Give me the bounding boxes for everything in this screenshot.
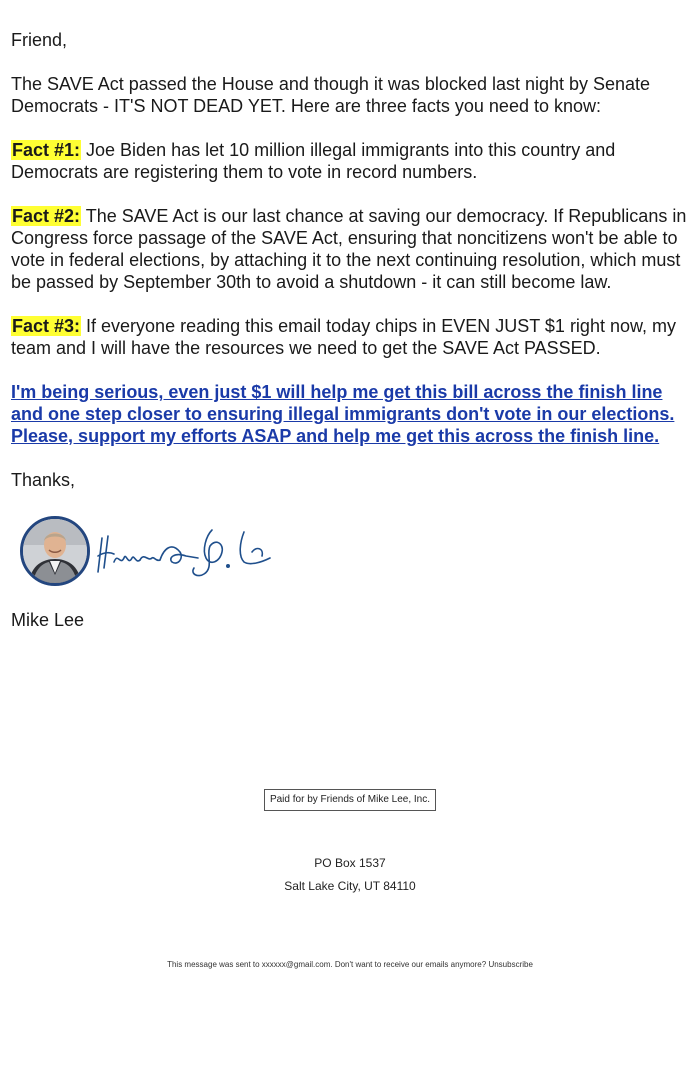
paid-for-disclaimer: Paid for by Friends of Mike Lee, Inc. xyxy=(264,789,436,811)
intro-paragraph: The SAVE Act passed the House and though it was blocked last night by Senate Democrats - IT'S NOT DEAD YET. Here are three facts you need to know: xyxy=(11,74,651,116)
unsubscribe-link[interactable]: Unsubscribe xyxy=(488,960,533,969)
avatar xyxy=(20,516,90,586)
fine-print xyxy=(0,960,700,969)
fine-print-text: This message was sent to xxxxxx@gmail.com. Don't want to receive our emails anymore? xyxy=(167,960,487,969)
email-body xyxy=(11,29,691,513)
signer-name: Mike Lee xyxy=(11,610,85,630)
fact-1 xyxy=(11,139,691,183)
address-line-2: Salt Lake City, UT 84110 xyxy=(284,879,416,893)
fact-3 xyxy=(11,315,691,359)
fact-1-text: Joe Biden has let 10 million illegal immigrants into this country and Democrats are registering them to vote in record numbers. xyxy=(11,140,616,182)
signature-block xyxy=(20,516,310,586)
fact-1-label: Fact #1: xyxy=(12,140,81,160)
fact-2 xyxy=(11,205,691,293)
greeting: Friend, xyxy=(11,30,68,50)
address-line-1: PO Box 1537 xyxy=(314,856,386,870)
fact-2-text: The SAVE Act is our last chance at saving our democracy. If Republicans in Congress force passage of the SAVE Act, ensuring that noncitizens won't be able to vote in federal elections, by attaching it to the next continuing resolution, which must be passed by September 30th to avoid a shutdown - it can still become law. xyxy=(11,206,687,292)
fact-3-text: If everyone reading this email today chips in EVEN JUST $1 right now, my team and I will have the resources we need to get the SAVE Act PASSED. xyxy=(11,316,676,358)
closing: Thanks, xyxy=(11,470,76,490)
fact-3-label: Fact #3: xyxy=(12,316,81,336)
handwritten-signature-icon xyxy=(94,522,294,582)
avatar-portrait-icon xyxy=(23,519,87,583)
fact-2-label: Fact #2: xyxy=(12,206,81,226)
donate-link[interactable]: I'm being serious, even just $1 will help me get this bill across the finish line and one step closer to ensuring illegal immigrants don't vote in our elections. Please, support my efforts ASAP and help me get this across the finish line. xyxy=(11,382,675,446)
